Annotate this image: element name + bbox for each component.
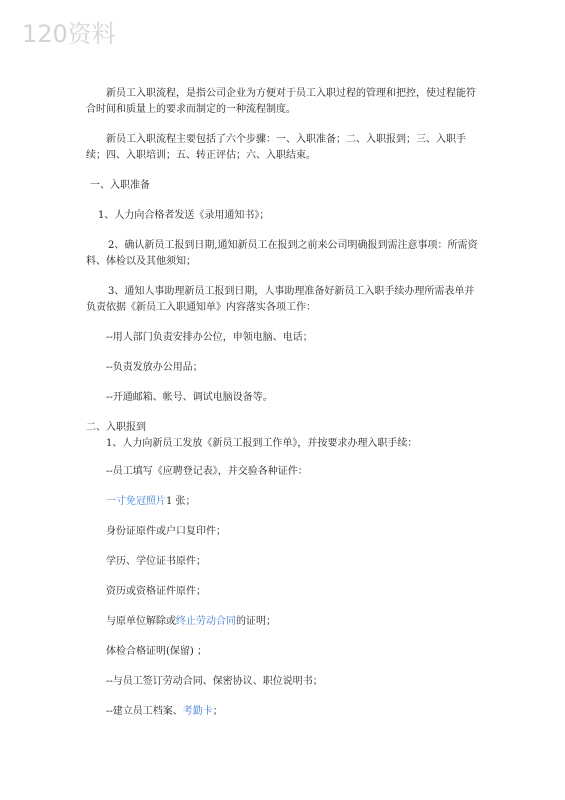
- release-prefix: 与原单位解除或: [106, 616, 176, 627]
- section-heading-registration: 二、入职报到: [86, 422, 146, 433]
- prep-item-3: 3、通知人事助理新员工报到日期，人事助理准备好新员工入职手续办理所需表单并负责依据《新员工入职通知单》内容落实各项工作：: [86, 286, 475, 313]
- contract-termination-link[interactable]: 终止劳动合同: [176, 616, 236, 627]
- section-heading-preparation: 一、入职准备: [90, 180, 150, 191]
- reg-id-docs: 身份证原件或户口复印件；: [106, 526, 226, 537]
- reg-qual-docs: 资历或资格证件原件；: [106, 586, 206, 597]
- photo-count: 1 张；: [166, 496, 196, 507]
- photo-link[interactable]: 一寸免冠照片: [106, 496, 166, 507]
- reg-contract: --与员工签订劳动合同、保密协议、职位说明书；: [106, 676, 323, 687]
- archive-prefix: --建立员工档案、: [106, 706, 183, 717]
- watermark-logo: 120资料: [22, 20, 116, 48]
- prep-subitem-1: --用人部门负责安排办公位，申领电脑、电话；: [106, 332, 313, 343]
- intro-paragraph-1: 新员工入职流程，是指公司企业为方便对于员工入职过程的管理和把控，使过程能符合时间和质量上的要求而制定的一种流程制度。: [86, 88, 476, 115]
- archive-suffix: ；: [212, 706, 223, 717]
- reg-archive-line: [86, 704, 484, 720]
- prep-subitem-3: --开通邮箱、帐号、调试电脑设备等。: [106, 392, 273, 403]
- attendance-card-link[interactable]: 考勤卡: [182, 706, 213, 717]
- prep-item-1: 1、人力向合格者发送《录用通知书》；: [98, 210, 270, 221]
- reg-edu-docs: 学历、学位证书原件；: [106, 556, 206, 567]
- reg-item-1: 1、人力向新员工发放《新员工报到工作单》，并按要求办理入职手续：: [106, 438, 418, 449]
- document-body: [86, 86, 484, 720]
- release-suffix: 的证明；: [236, 616, 276, 627]
- prep-subitem-2: --负责发放办公用品；: [106, 362, 203, 373]
- prep-item-2: 2、确认新员工报到日期,通知新员工在报到之前来公司明确报到需注意事项：所需资料、体检以及其他须知；: [86, 240, 478, 267]
- reg-health-cert: 体检合格证明(保留) ；: [106, 646, 207, 657]
- reg-release-line: [86, 614, 484, 630]
- intro-paragraph-2: 新员工入职流程主要包括了六个步骤：一、入职准备；二、入职报到；三、入职手续；四、入职培训；五、转正评估；六、入职结束。: [86, 134, 466, 161]
- reg-photo-line: [86, 494, 484, 510]
- reg-subitem-forms: --员工填写《应聘登记表》，并交验各种证件：: [106, 466, 308, 477]
